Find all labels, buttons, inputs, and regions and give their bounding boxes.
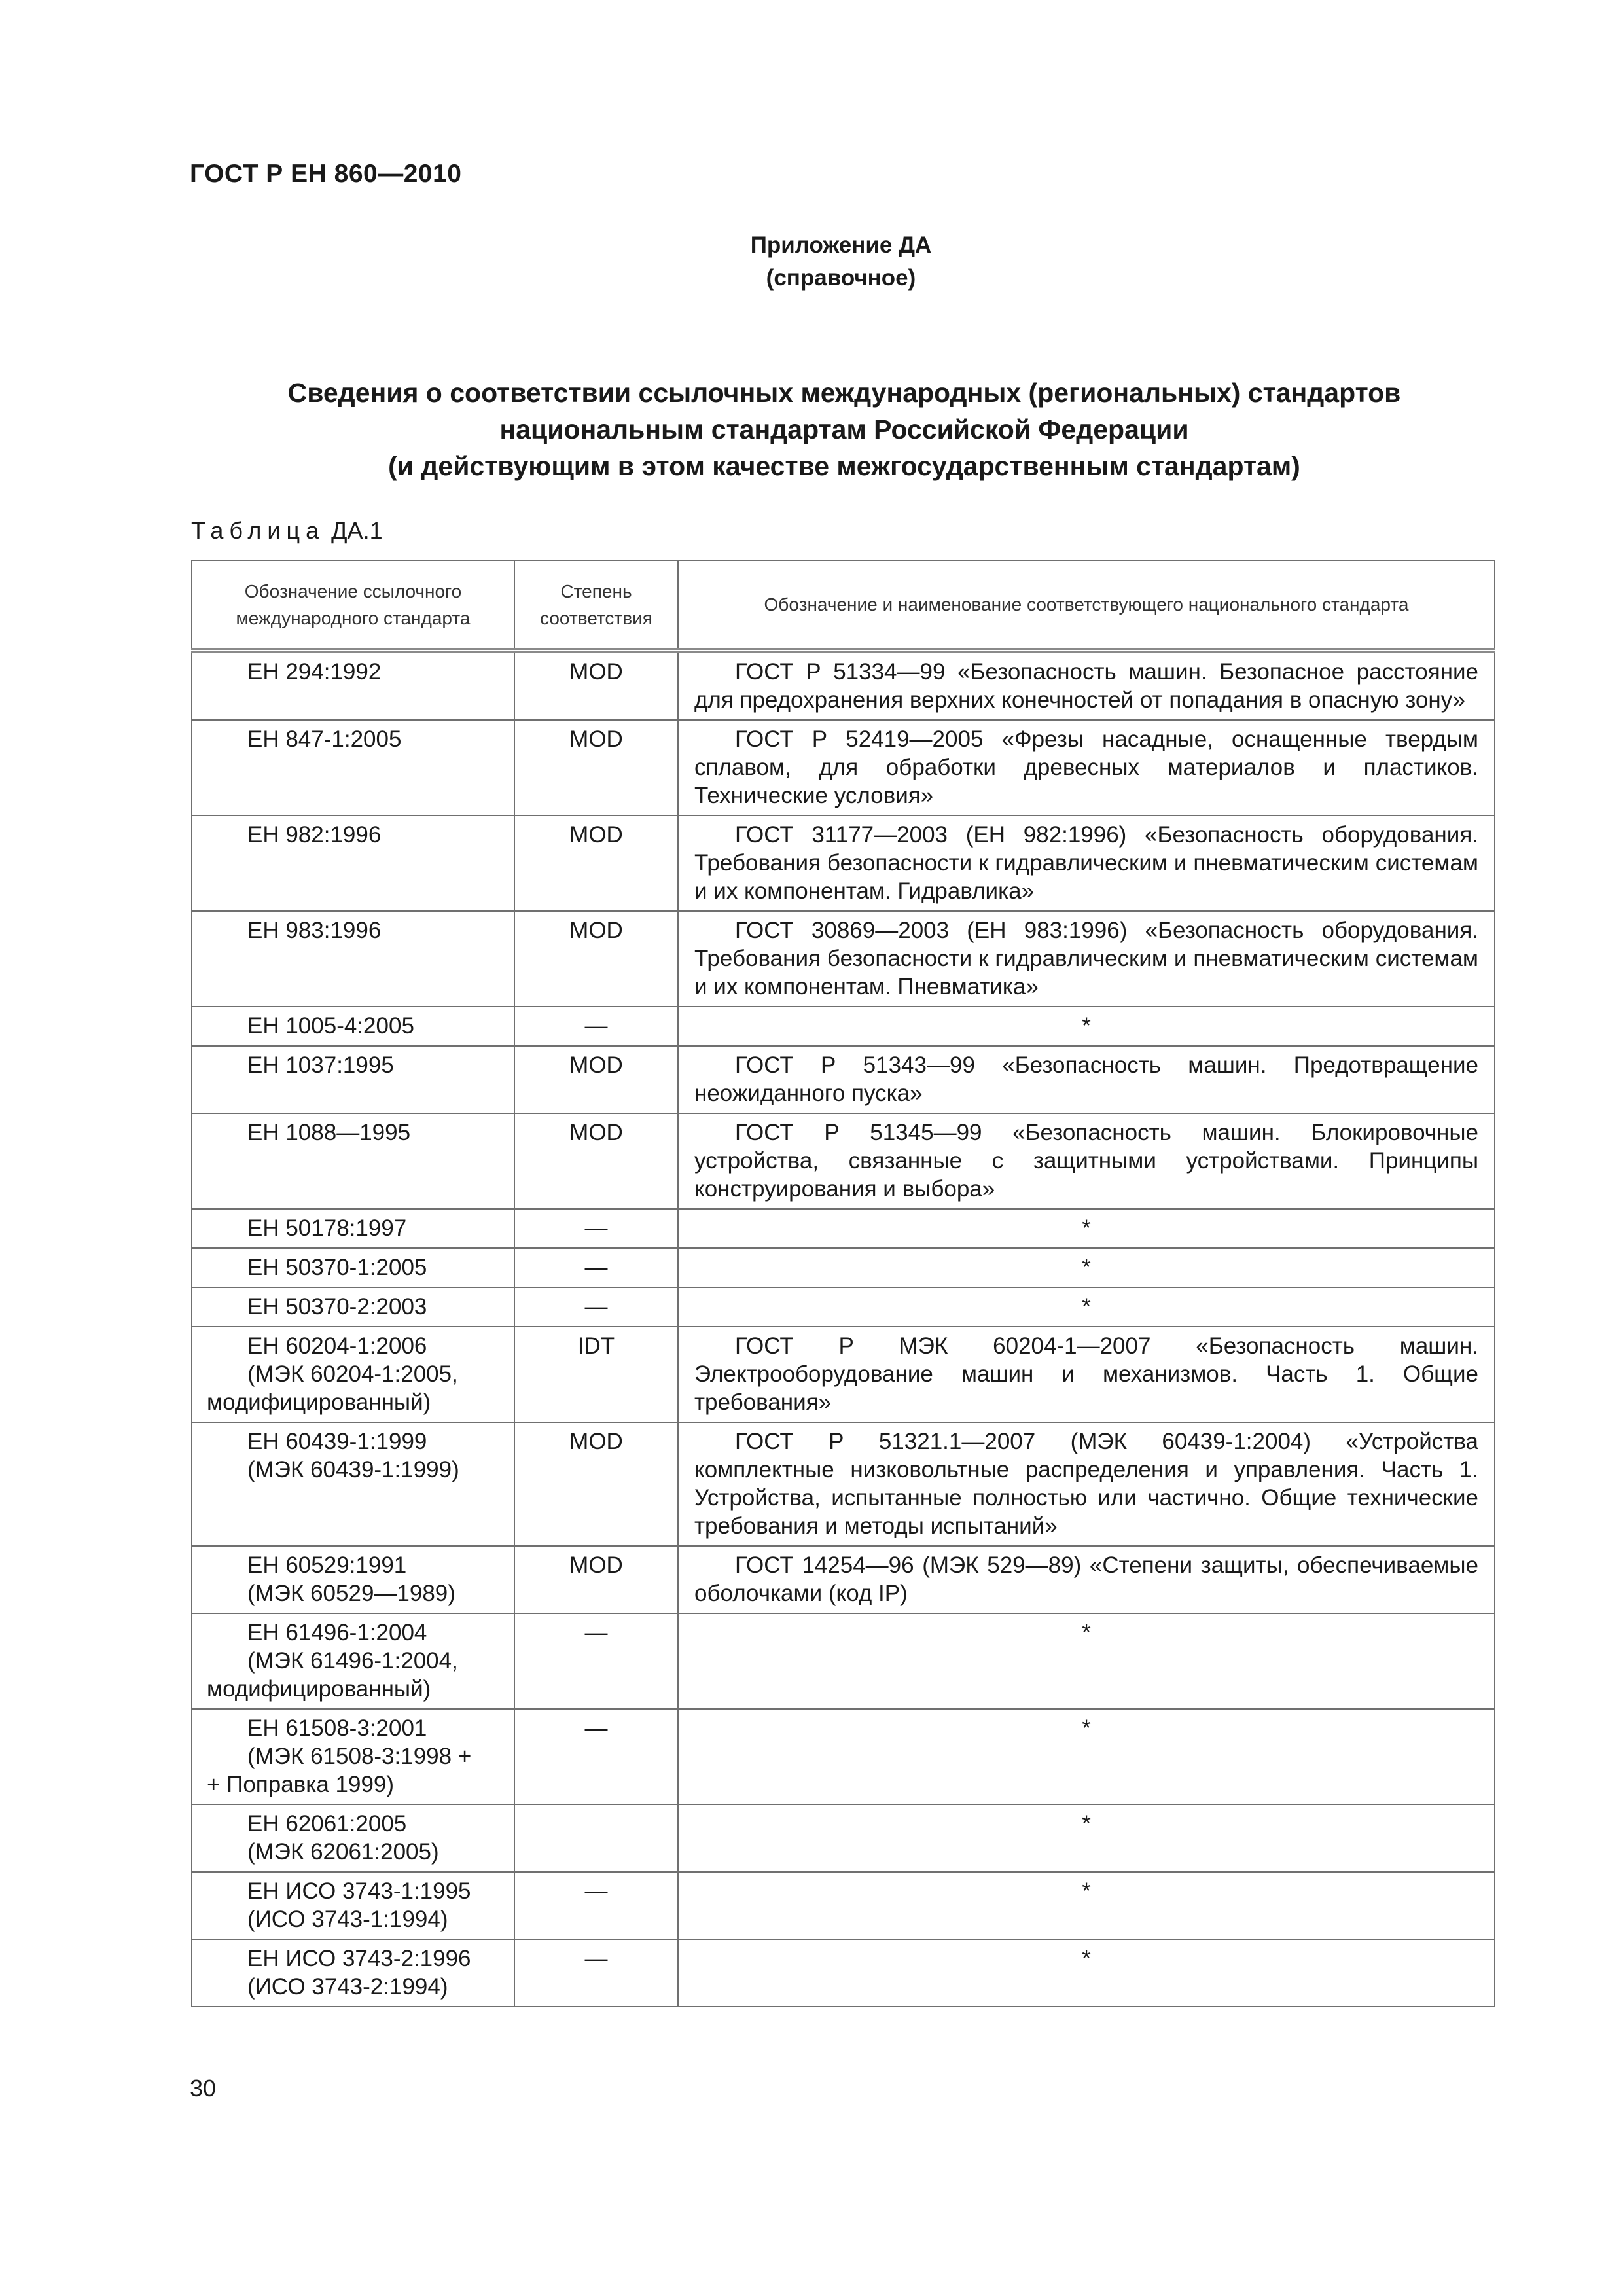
- reference-standard-cell: [192, 1939, 514, 2007]
- table-row: [192, 1113, 1495, 1209]
- degree-cell: —: [514, 1248, 678, 1287]
- reference-standard-line: (МЭК 60439-1:1999): [247, 1457, 459, 1482]
- reference-standard-line: ЕН 61496-1:2004: [247, 1620, 427, 1645]
- table-caption-word: Таблица: [191, 517, 325, 544]
- national-standard-text: *: [1082, 1215, 1091, 1241]
- reference-standard-line: ЕН 983:1996: [247, 918, 382, 943]
- national-standard-text: ГОСТ 31177—2003 (ЕН 982:1996) «Безопасность оборудования. Требования безопасности к гидравлическим и пневматическим системам и их компонентам. Гидравлика»: [694, 822, 1478, 904]
- degree-cell: —: [514, 1007, 678, 1046]
- table-row: [192, 1327, 1495, 1422]
- reference-standard-line: (ИСО 3743-1:1994): [247, 1907, 448, 1932]
- reference-standard-line: ЕН 1037:1995: [247, 1052, 394, 1078]
- reference-standard-cell: [192, 1287, 514, 1327]
- annex-title: Приложение ДА: [750, 232, 932, 258]
- reference-standard-line: ЕН 1005-4:2005: [247, 1013, 414, 1039]
- degree-cell: —: [514, 1287, 678, 1327]
- reference-standard-line: ЕН 50370-2:2003: [247, 1294, 427, 1319]
- reference-standard-line: ЕН 60439-1:1999: [247, 1429, 427, 1454]
- table-row: [192, 651, 1495, 720]
- table-row: [192, 1046, 1495, 1113]
- national-standard-cell: [678, 720, 1495, 816]
- degree-cell: [514, 1804, 678, 1872]
- degree-cell: MOD: [514, 1422, 678, 1546]
- degree-cell: MOD: [514, 1113, 678, 1209]
- reference-standard-cell: [192, 1872, 514, 1939]
- national-standard-text: ГОСТ Р 52419—2005 «Фрезы насадные, оснащенные твердым сплавом, для обработки древесных материалов и пластиков. Технические условия»: [694, 726, 1478, 808]
- national-standard-cell: [678, 1046, 1495, 1113]
- reference-standard-line: ЕН 294:1992: [247, 659, 382, 685]
- national-standard-cell: [678, 651, 1495, 720]
- reference-standard-line: ЕН ИСО 3743-1:1995: [247, 1878, 471, 1904]
- title-line-2: национальным стандартам Российской Федерации: [499, 414, 1189, 444]
- national-standard-text: *: [1082, 1255, 1091, 1280]
- degree-cell: MOD: [514, 816, 678, 911]
- header-national-standard: Обозначение и наименование соответствующего национального стандарта: [678, 560, 1495, 651]
- table-body: [192, 651, 1495, 2007]
- table-row: [192, 1248, 1495, 1287]
- national-standard-cell: [678, 1872, 1495, 1939]
- degree-cell: MOD: [514, 1546, 678, 1613]
- national-standard-text: ГОСТ Р 51334—99 «Безопасность машин. Безопасное расстояние для предохранения верхних конечностей от попадания в опасную зону»: [694, 659, 1478, 713]
- annex-kind: (справочное): [766, 265, 916, 291]
- annex-heading: [0, 229, 1623, 295]
- national-standard-cell: [678, 1804, 1495, 1872]
- table-row: [192, 1709, 1495, 1804]
- degree-cell: —: [514, 1613, 678, 1709]
- reference-standard-line: (ИСО 3743-2:1994): [247, 1974, 448, 2000]
- table-caption-id: ДА.1: [331, 517, 383, 544]
- table-caption: [191, 517, 383, 545]
- table-row: [192, 1287, 1495, 1327]
- national-standard-text: *: [1082, 1013, 1091, 1039]
- reference-standard-cell: [192, 1804, 514, 1872]
- reference-standard-line: (МЭК 60529—1989): [247, 1581, 455, 1606]
- table-row: [192, 1613, 1495, 1709]
- national-standard-text: *: [1082, 1620, 1091, 1645]
- document-code: ГОСТ Р ЕН 860—2010: [190, 160, 462, 188]
- degree-cell: —: [514, 1939, 678, 2007]
- reference-standard-line: ЕН 60204-1:2006: [247, 1333, 427, 1359]
- reference-standard-cell: [192, 816, 514, 911]
- national-standard-cell: [678, 816, 1495, 911]
- national-standard-text: ГОСТ Р 51343—99 «Безопасность машин. Предотвращение неожиданного пуска»: [694, 1052, 1478, 1106]
- degree-cell: MOD: [514, 720, 678, 816]
- reference-standard-line: ЕН 982:1996: [247, 822, 382, 848]
- reference-standard-cell: [192, 911, 514, 1007]
- reference-standard-cell: [192, 1422, 514, 1546]
- national-standard-text: ГОСТ 14254—96 (МЭК 529—89) «Степени защиты, обеспечиваемые оболочками (код IP): [694, 1552, 1478, 1606]
- header-reference-standard: Обозначение ссылочного международного стандарта: [192, 560, 514, 651]
- table-row: [192, 816, 1495, 911]
- national-standard-cell: [678, 911, 1495, 1007]
- reference-standard-cell: [192, 1709, 514, 1804]
- national-standard-text: ГОСТ Р МЭК 60204-1—2007 «Безопасность машин. Электрооборудование машин и механизмов. Часть 1. Общие требования»: [694, 1333, 1478, 1415]
- national-standard-cell: [678, 1422, 1495, 1546]
- reference-standard-line: ЕН ИСО 3743-2:1996: [247, 1946, 471, 1971]
- national-standard-cell: [678, 1007, 1495, 1046]
- national-standard-text: ГОСТ Р 51345—99 «Безопасность машин. Блокировочные устройства, связанные с защитными устройствами. Принципы конструирования и выбора»: [694, 1120, 1478, 1202]
- degree-cell: MOD: [514, 1046, 678, 1113]
- reference-standard-line: модифицированный): [207, 1390, 431, 1415]
- table-row: [192, 1422, 1495, 1546]
- table-row: [192, 1939, 1495, 2007]
- degree-cell: —: [514, 1872, 678, 1939]
- header-degree: Степень соответствия: [514, 560, 678, 651]
- reference-standard-line: (МЭК 60204-1:2005,: [247, 1361, 458, 1387]
- reference-standard-line: ЕН 50178:1997: [247, 1215, 407, 1241]
- national-standard-cell: [678, 1613, 1495, 1709]
- reference-standard-line: ЕН 847-1:2005: [247, 726, 402, 752]
- national-standard-text: ГОСТ 30869—2003 (ЕН 983:1996) «Безопасность оборудования. Требования безопасности к гидравлическим и пневматическим системам и их компонентам. Пневматика»: [694, 918, 1478, 999]
- correspondence-table: [191, 560, 1495, 2007]
- table-row: [192, 1872, 1495, 1939]
- reference-standard-cell: [192, 651, 514, 720]
- national-standard-text: ГОСТ Р 51321.1—2007 (МЭК 60439-1:2004) «Устройства комплектные низковольтные распределения и управления. Часть 1. Устройства, испытанные полностью или частично. Общие технические требования и методы испытаний»: [694, 1429, 1478, 1539]
- reference-standard-cell: [192, 1327, 514, 1422]
- national-standard-text: *: [1082, 1715, 1091, 1741]
- degree-cell: —: [514, 1209, 678, 1248]
- national-standard-cell: [678, 1248, 1495, 1287]
- degree-cell: IDT: [514, 1327, 678, 1422]
- national-standard-cell: [678, 1939, 1495, 2007]
- reference-standard-cell: [192, 1546, 514, 1613]
- reference-standard-cell: [192, 1113, 514, 1209]
- national-standard-cell: [678, 1113, 1495, 1209]
- national-standard-text: *: [1082, 1811, 1091, 1837]
- reference-standard-line: ЕН 61508-3:2001: [247, 1715, 427, 1741]
- reference-standard-line: (МЭК 61496-1:2004,: [247, 1648, 458, 1674]
- reference-standard-line: ЕН 1088—1995: [247, 1120, 411, 1145]
- national-standard-cell: [678, 1287, 1495, 1327]
- table-row: [192, 1804, 1495, 1872]
- table-row: [192, 720, 1495, 816]
- reference-standard-line: + Поправка 1999): [207, 1772, 395, 1797]
- page-number: 30: [190, 2075, 217, 2102]
- reference-standard-cell: [192, 720, 514, 816]
- degree-cell: MOD: [514, 651, 678, 720]
- reference-standard-cell: [192, 1046, 514, 1113]
- national-standard-text: *: [1082, 1946, 1091, 1971]
- national-standard-cell: [678, 1709, 1495, 1804]
- reference-standard-line: ЕН 50370-1:2005: [247, 1255, 427, 1280]
- table-header-row: [192, 560, 1495, 651]
- section-title: [190, 374, 1499, 484]
- national-standard-text: *: [1082, 1878, 1091, 1904]
- national-standard-cell: [678, 1546, 1495, 1613]
- reference-standard-cell: [192, 1209, 514, 1248]
- degree-cell: —: [514, 1709, 678, 1804]
- national-standard-cell: [678, 1327, 1495, 1422]
- table-row: [192, 1007, 1495, 1046]
- degree-cell: MOD: [514, 911, 678, 1007]
- national-standard-text: *: [1082, 1294, 1091, 1319]
- table-row: [192, 911, 1495, 1007]
- reference-standard-cell: [192, 1613, 514, 1709]
- reference-standard-line: ЕН 60529:1991: [247, 1552, 407, 1578]
- reference-standard-line: (МЭК 62061:2005): [247, 1839, 439, 1865]
- reference-standard-line: (МЭК 61508-3:1998 +: [247, 1744, 472, 1769]
- title-line-1: Сведения о соответствии ссылочных международных (региональных) стандартов: [287, 378, 1401, 408]
- table-row: [192, 1209, 1495, 1248]
- national-standard-cell: [678, 1209, 1495, 1248]
- reference-standard-line: ЕН 62061:2005: [247, 1811, 407, 1837]
- reference-standard-cell: [192, 1007, 514, 1046]
- table-row: [192, 1546, 1495, 1613]
- title-line-3: (и действующим в этом качестве межгосударственным стандартам): [388, 451, 1300, 481]
- reference-standard-cell: [192, 1248, 514, 1287]
- reference-standard-line: модифицированный): [207, 1676, 431, 1702]
